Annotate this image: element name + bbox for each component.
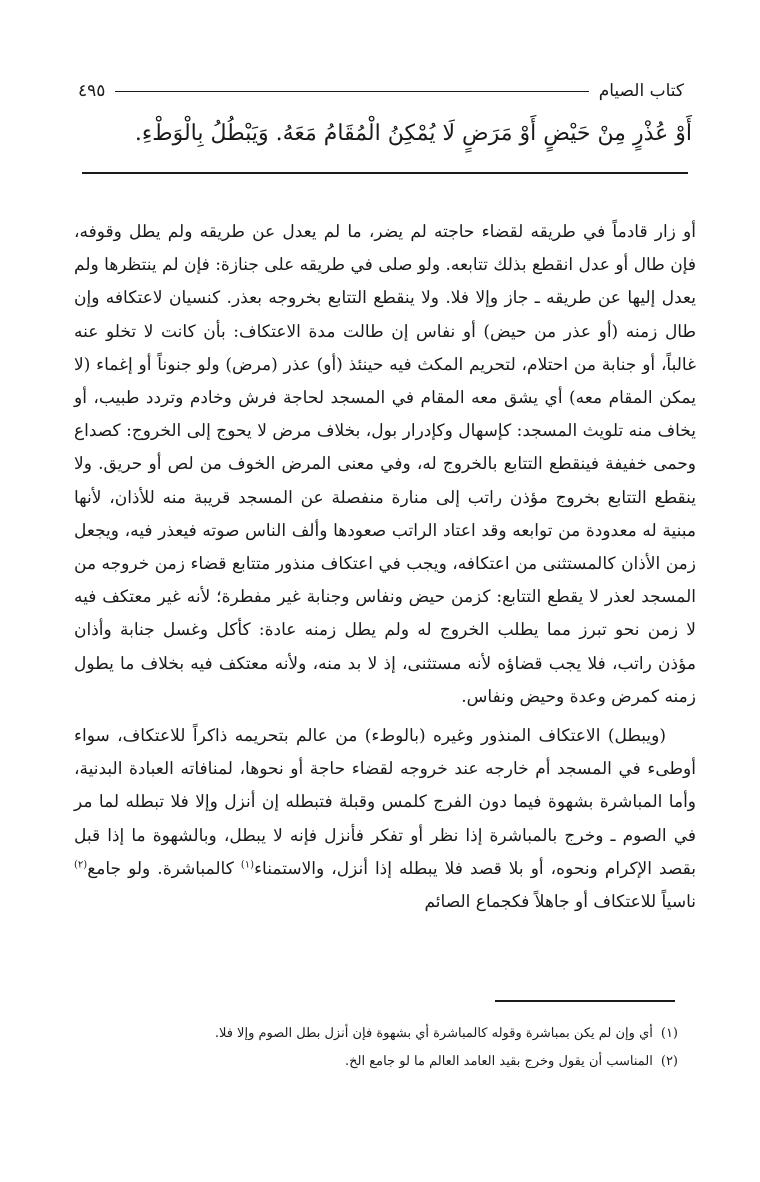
footnote-reference[interactable]: (١)	[240, 859, 255, 871]
commentary-paragraph: أو زار قادماً في طريقه لقضاء حاجته لم يضر، ما لم يعدل عن طريقه ولم يطل وقوفه، فإن طال أو عدل انقطع بذلك تتابعه. ولو صلى في طريقه على جنازة: فإن لم ينتظرها ولم يعدل إليها عن طريقه ـ جاز وإلا فلا. ولا ينقطع التتابع بخروجه بعذر. كنسيان لاعتكافه وإن طال زمنه (أو عذر من حيض) أو نفاس إن طالت مدة الاعتكاف: بأن كانت لا تخلو عنه غالباً، أو جنابة من احتلام، لتحريم المكث فيه حينئذ (أو) عذر (مرض) ولو جنوناً أو إغماء (لا يمكن المقام معه) أي يشق معه المقام في المسجد لحاجة فرش وخادم وتردد طبيب، أو يخاف منه تلويث المسجد: كإسهال وكإدرار بول، بخلاف مرض لا يحوج إلى الخروج: كصداع وحمى خفيفة فينقطع التتابع بالخروج له، وفي معنى المرض الخوف من لص أو حريق. ولا ينقطع التتابع بخروج مؤذن راتب إلى منارة منفصلة عن المسجد قريبة منه للأذان، لأنها مبنية له معدودة من توابعه وقد اعتاد الراتب صعودها وألف الناس صوته فيعذر فيه، ويجعل زمن الأذان كالمستثنى من اعتكافه، ويجب في اعتكاف منذور متتابع قضاء زمن خروجه من المسجد لعذر لا يقطع التتابع: كزمن حيض ونفاس وجنابة غير مفطرة؛ لأنه غير معتكف فيه لا زمن نحو تبرز مما يطلب الخروج له ولم يطل زمنه عادة: كأكل وغسل جنابة وأذان مؤذن راتب، فلا يجب قضاؤه لأنه مستثنى، إذ لا بد منه، ولأنه معتكف فيه بخلاف ما يطول زمنه كمرض وعدة وحيض ونفاس.	[74, 222, 696, 707]
header-rule	[115, 91, 588, 92]
chapter-title: كتاب الصيام	[598, 81, 684, 101]
footnote-marker: (١)	[660, 1026, 678, 1041]
footnote-divider	[495, 1000, 675, 1002]
page-number: ٤٩٥	[78, 81, 106, 101]
commentary-text: ناسياً للاعتكاف أو جاهلاً فكجماع الصائم	[424, 892, 696, 913]
commentary-paragraph	[74, 720, 696, 919]
commentary-text: (ويبطل) الاعتكاف المنذور وغيره (بالوطء) من عالم بتحريمه ذاكراً للاعتكاف، سواء أوطىء في المسجد أم خارجه عند خروجه لقضاء حاجة أو نحوها، لمنافاته العبادة البدنية، وأما المباشرة بشهوة فيما دون الفرج كلمس وقبلة فتبطله إن أنزل وإلا فلا تبطله لما مر في الصوم ـ وخرج بالمباشرة إذا نظر أو تفكر فأنزل فإنه لا يبطل، وبالشهوة ما إذا قبل بقصد الإكرام ونحوه، أو بلا قصد فلا يبطله إذا أنزل، والاستمناء	[74, 726, 696, 879]
footnote-marker: (٢)	[660, 1054, 678, 1069]
footnote	[150, 1048, 678, 1076]
footnote-text: أي وإن لم يكن بمباشرة وقوله كالمباشرة أي بشهوة فإن أنزل بطل الصوم وإلا فلا.	[214, 1026, 653, 1041]
footnote-reference[interactable]: (٢)	[74, 859, 88, 871]
footnotes	[150, 1020, 678, 1076]
matn-text: أَوْ عُذْرٍ مِنْ حَيْضٍ أَوْ مَرَضٍ لَا يُمْكِنُ الْمُقَامُ مَعَهُ. وَيَبْطُلُ بِالْوَطْءِ.	[134, 121, 692, 146]
matn-divider	[82, 172, 688, 174]
running-header	[78, 78, 684, 104]
commentary-body	[74, 216, 696, 925]
footnote	[150, 1020, 678, 1048]
commentary-text: كالمباشرة. ولو جامع	[87, 858, 241, 879]
footnote-text: المناسب أن يقول وخرج بقيد العامد العالم ما لو جامع الخ.	[344, 1054, 653, 1069]
